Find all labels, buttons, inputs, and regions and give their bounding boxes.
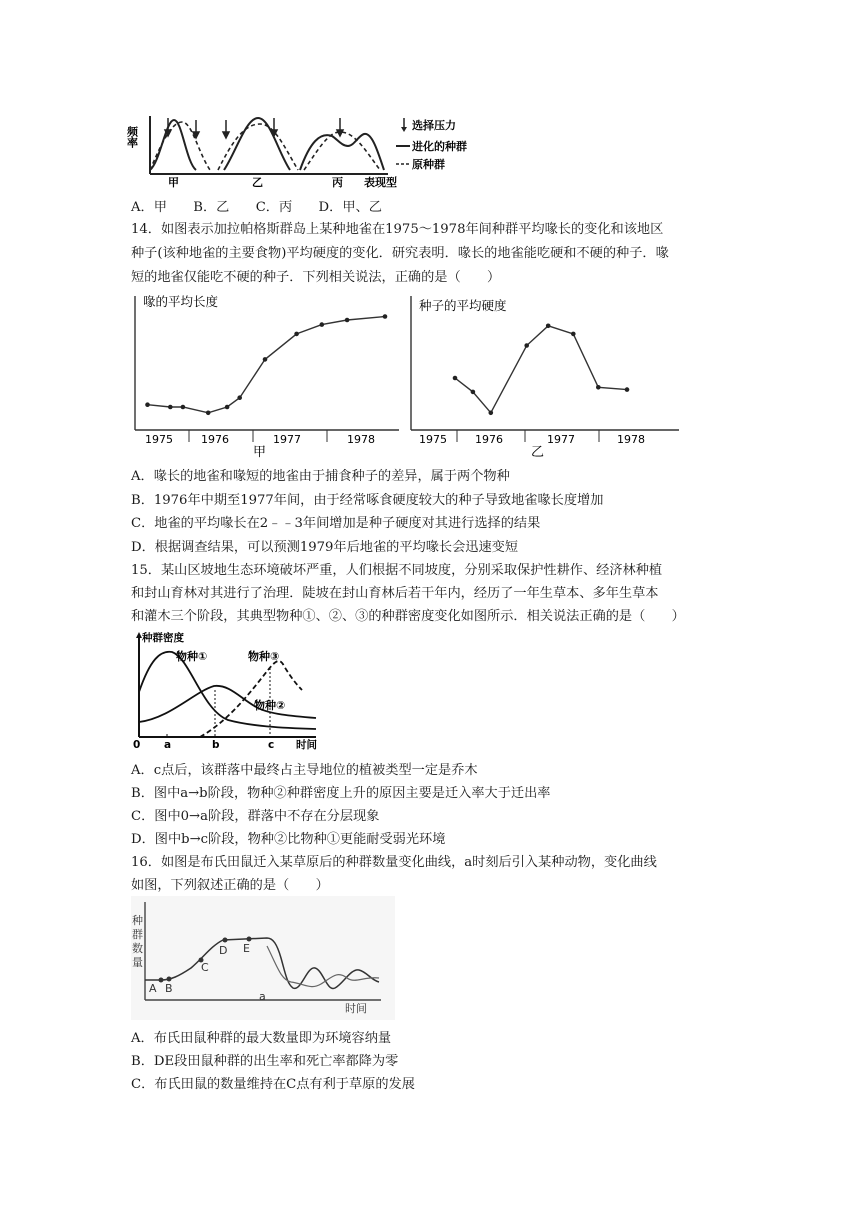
q14-option-d: D．根据调查结果，可以预测1979年后地雀的平均喙长会迅速变短 <box>131 540 519 555</box>
q16-point-D: D <box>219 944 228 957</box>
q14-yi-point-1 <box>471 390 476 395</box>
selection-pressure-arrows <box>165 118 343 138</box>
q14-jia-point-0 <box>145 402 150 407</box>
q14-jia-point-2 <box>181 405 186 410</box>
svg-text:群: 群 <box>132 928 143 941</box>
q14-yi-line <box>455 326 627 413</box>
q14-jia-title: 甲 <box>253 445 267 460</box>
q15-stem-line-2: 和封山育林对其进行了治理．陡坡在封山育林后若干年内，经历了一年生草本、多年生草本 <box>131 586 659 601</box>
q14-option-b: B．1976年中期至1977年间，由于经常啄食硬度较大的种子导致地雀喙长度增加 <box>131 493 604 508</box>
q15-stem-line-1: 15．某山区坡地生态环境破坏严重，人们根据不同坡度，分别采取保护性耕作、经济林种植 <box>131 563 663 578</box>
q15-option-d: D．图中b→c阶段，物种②比物种①更能耐受弱光环境 <box>131 832 446 847</box>
q14-option-a: A．喙长的地雀和喙短的地雀由于捕食种子的差异，属于两个物种 <box>131 469 510 484</box>
q14-jia-point-9 <box>345 318 350 323</box>
q15-species-2-label: 物种② <box>254 699 286 712</box>
svg-text:选择压力: 选择压力 <box>412 119 456 132</box>
q14-jia-tick-1976: 1976 <box>201 433 229 446</box>
q14-jia-line <box>148 317 386 413</box>
q13-figure <box>125 112 508 189</box>
q14-jia-tick-1975: 1975 <box>145 433 173 446</box>
q15-tick-0: 0 <box>133 739 141 751</box>
q14-yi-plot <box>453 324 630 416</box>
q16-x-label: 时间 <box>345 1002 367 1015</box>
q16-point-C: C <box>201 961 209 974</box>
q14-jia-point-7 <box>294 332 299 337</box>
q15-x-label: 时间 <box>296 739 317 751</box>
q14-yi-point-2 <box>489 411 494 416</box>
q16-option-b: B．DE段田鼠种群的出生率和死亡率都降为零 <box>131 1054 399 1069</box>
q15-option-c: C．图中0→a阶段，群落中不存在分层现象 <box>131 809 380 824</box>
q14-jia-point-8 <box>320 322 325 327</box>
svg-text:种: 种 <box>132 914 143 927</box>
q13-x-label-yi: 乙 <box>252 176 263 189</box>
q16-mark-a: a <box>259 990 266 1003</box>
q15-tick-b: b <box>212 739 220 751</box>
q15-y-label: 种群密度 <box>142 632 184 644</box>
q13-legend <box>396 118 467 171</box>
q15-option-a: A．c点后，该群落中最终占主导地位的植被类型一定是乔木 <box>131 763 478 778</box>
q13-x-label-bing: 丙 <box>332 176 343 189</box>
q14-stem-line-3: 短的地雀仅能吃不硬的种子．下列相关说法，正确的是（ ） <box>131 270 501 285</box>
svg-text:量: 量 <box>132 956 143 969</box>
q14-yi-tick-1975: 1975 <box>419 433 447 446</box>
q15-option-b: B．图中a→b阶段，物种②种群密度上升的原因主要是迁入率大于迁出率 <box>131 786 551 801</box>
q16-stem-line-1: 16．如图是布氏田鼠迁入某草原后的种群数量变化曲线，a时刻后引入某种动物，变化曲线 <box>131 855 657 870</box>
q13-y-label: 频率 <box>125 126 139 148</box>
q13-options: A．甲 B．乙 C．丙 D．甲、乙 <box>131 200 382 215</box>
q14-jia-ylabel: 喙的平均长度 <box>143 294 219 309</box>
q14-yi-point-5 <box>571 332 576 337</box>
q15-tick-a: a <box>164 739 172 751</box>
q16-point-A: A <box>149 982 157 995</box>
q14-jia-point-4 <box>225 405 230 410</box>
q14-jia-point-1 <box>168 405 173 410</box>
svg-text:进化的种群: 进化的种群 <box>412 140 467 153</box>
q14-yi-point-3 <box>524 343 529 348</box>
q15-stem-line-3: 和灌木三个阶段，其典型物种①、②、③的种群密度变化如图所示．相关说法正确的是（ ） <box>131 609 685 624</box>
q16-point-E: E <box>243 942 250 955</box>
q14-jia-tick-1977: 1977 <box>273 433 301 446</box>
q14-yi-point-4 <box>546 324 551 329</box>
q14-jia-plot <box>145 314 387 415</box>
q14-stem-line-2: 种子(该种地雀的主要食物)平均硬度的变化．研究表明．喙长的地雀能吃硬和不硬的种子．喙 <box>131 246 669 261</box>
q14-chart-jia <box>131 292 403 460</box>
q16-y-label <box>132 914 143 969</box>
q16-option-a: A．布氏田鼠种群的最大数量即为环境容纳量 <box>131 1031 392 1046</box>
q15-species-3-label: 物种③ <box>248 650 280 663</box>
q14-option-c: C．地雀的平均喙长在2﹣﹣3年间增加是种子硬度对其进行选择的结果 <box>131 516 541 531</box>
q14-yi-point-6 <box>596 385 601 390</box>
q14-stem-line-1: 14．如图表示加拉帕格斯群岛上某种地雀在1975～1978年间种群平均喙长的变化和该地区 <box>131 222 664 237</box>
svg-text:原种群: 原种群 <box>412 158 445 171</box>
q15-figure <box>130 630 330 754</box>
q16-stem-line-2: 如图，下列叙述正确的是（ ） <box>131 878 329 893</box>
q16-option-c: C．布氏田鼠的数量维持在C点有利于草原的发展 <box>131 1077 415 1092</box>
q14-jia-point-10 <box>383 314 388 319</box>
q15-tick-c: c <box>268 739 275 751</box>
q14-jia-point-3 <box>206 411 211 416</box>
q14-yi-ylabel: 种子的平均硬度 <box>419 298 507 313</box>
q14-yi-tick-1977: 1977 <box>547 433 575 446</box>
q15-species-1-label: 物种① <box>176 650 208 663</box>
q14-jia-point-6 <box>263 357 268 362</box>
q16-point-B: B <box>165 982 173 995</box>
q14-yi-point-7 <box>625 387 630 392</box>
q14-yi-tick-1978: 1978 <box>617 433 645 446</box>
q13-x-label-jia: 甲 <box>168 176 179 189</box>
q14-jia-point-5 <box>237 395 242 400</box>
q16-figure <box>131 896 395 1020</box>
q14-yi-title: 乙 <box>531 445 545 460</box>
q14-yi-point-0 <box>453 376 458 381</box>
svg-text:数: 数 <box>132 942 143 955</box>
q14-chart-yi <box>407 292 683 460</box>
q14-jia-tick-1978: 1978 <box>347 433 375 446</box>
q14-yi-tick-1976: 1976 <box>475 433 503 446</box>
q13-x-axis-label: 表现型 <box>364 176 397 189</box>
